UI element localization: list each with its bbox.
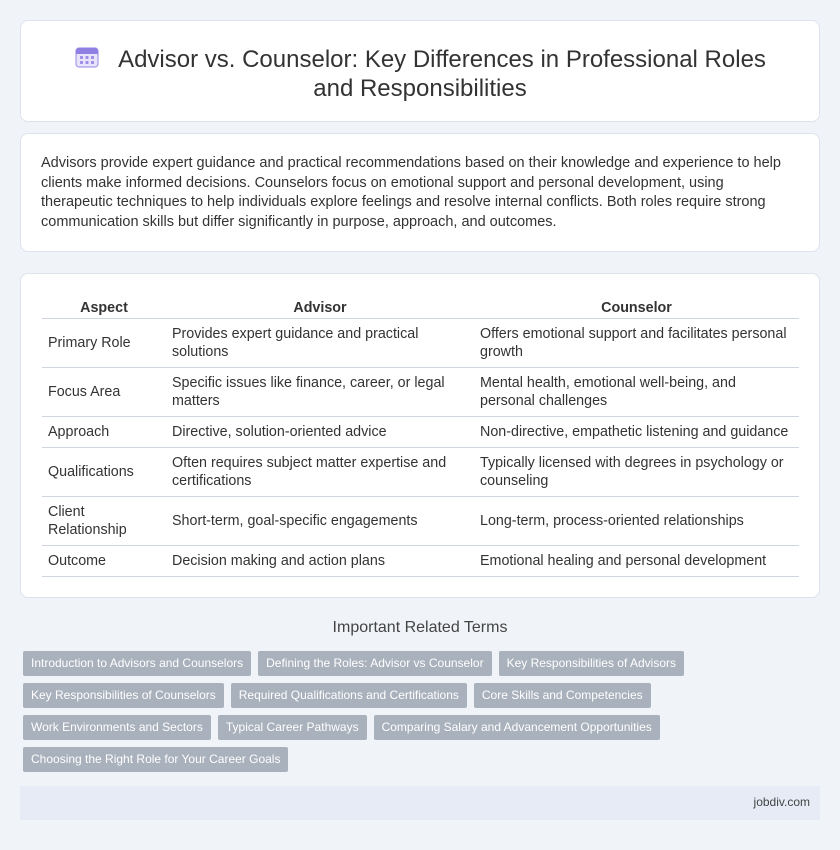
header-card (20, 20, 820, 122)
table-cell-counselor: Offers emotional support and facilitates personal growth (474, 318, 799, 367)
related-terms-heading: Important Related Terms (332, 619, 508, 636)
intro-paragraph: Advisors provide expert guidance and practical recommendations based on their knowledge and experience to help clients make informed decisions. Counselors focus on emotional support and personal development, using therapeutic techniques to help individuals explore feelings and resolve internal conflicts. Both roles require strong communication skills but differ significantly in purpose, approach, and outcomes. (41, 155, 781, 230)
intro-card (20, 133, 820, 252)
table-row (42, 416, 799, 447)
related-term-tag[interactable]: Core Skills and Competencies (474, 683, 651, 708)
comparison-table (42, 297, 799, 577)
table-cell-advisor: Specific issues like finance, career, or legal matters (166, 367, 474, 416)
table-cell-aspect: Qualifications (42, 447, 166, 496)
related-term-tag[interactable]: Comparing Salary and Advancement Opportunities (374, 715, 660, 740)
table-cell-counselor: Emotional healing and personal development (474, 545, 799, 576)
table-cell-counselor: Typically licensed with degrees in psychology or counseling (474, 447, 799, 496)
calendar-icon (74, 45, 100, 69)
related-term-tag[interactable]: Key Responsibilities of Advisors (499, 651, 684, 676)
footer (20, 786, 820, 820)
table-cell-advisor: Decision making and action plans (166, 545, 474, 576)
related-terms-list (23, 651, 823, 779)
page-title: Advisor vs. Counselor: Key Differences in Professional Roles and Responsibilities (118, 46, 766, 102)
related-term-tag[interactable]: Typical Career Pathways (218, 715, 367, 740)
table-header-row (42, 297, 799, 318)
related-term-tag[interactable]: Key Responsibilities of Counselors (23, 683, 224, 708)
comparison-card (20, 273, 820, 598)
table-row (42, 367, 799, 416)
table-row (42, 318, 799, 367)
related-term-tag[interactable]: Introduction to Advisors and Counselors (23, 651, 251, 676)
table-cell-advisor: Often requires subject matter expertise and certifications (166, 447, 474, 496)
table-row (42, 496, 799, 545)
table-cell-advisor: Short-term, goal-specific engagements (166, 496, 474, 545)
table-cell-aspect: Focus Area (42, 367, 166, 416)
table-row (42, 545, 799, 576)
table-cell-aspect: Primary Role (42, 318, 166, 367)
column-header-advisor: Advisor (166, 297, 474, 318)
related-term-tag[interactable]: Work Environments and Sectors (23, 715, 211, 740)
table-cell-advisor: Provides expert guidance and practical solutions (166, 318, 474, 367)
table-cell-counselor: Long-term, process-oriented relationships (474, 496, 799, 545)
column-header-counselor: Counselor (474, 297, 799, 318)
table-row (42, 447, 799, 496)
table-cell-aspect: Approach (42, 416, 166, 447)
footer-site-link[interactable]: jobdiv.com (753, 795, 810, 809)
related-term-tag[interactable]: Defining the Roles: Advisor vs Counselor (258, 651, 491, 676)
page-title-wrap (61, 45, 779, 103)
table-cell-advisor: Directive, solution-oriented advice (166, 416, 474, 447)
table-cell-counselor: Non-directive, empathetic listening and guidance (474, 416, 799, 447)
related-term-tag[interactable]: Choosing the Right Role for Your Career Goals (23, 747, 288, 772)
related-term-tag[interactable]: Required Qualifications and Certifications (231, 683, 467, 708)
table-cell-aspect: Client Relationship (42, 496, 166, 545)
table-cell-aspect: Outcome (42, 545, 166, 576)
column-header-aspect: Aspect (42, 297, 166, 318)
table-cell-counselor: Mental health, emotional well-being, and personal challenges (474, 367, 799, 416)
